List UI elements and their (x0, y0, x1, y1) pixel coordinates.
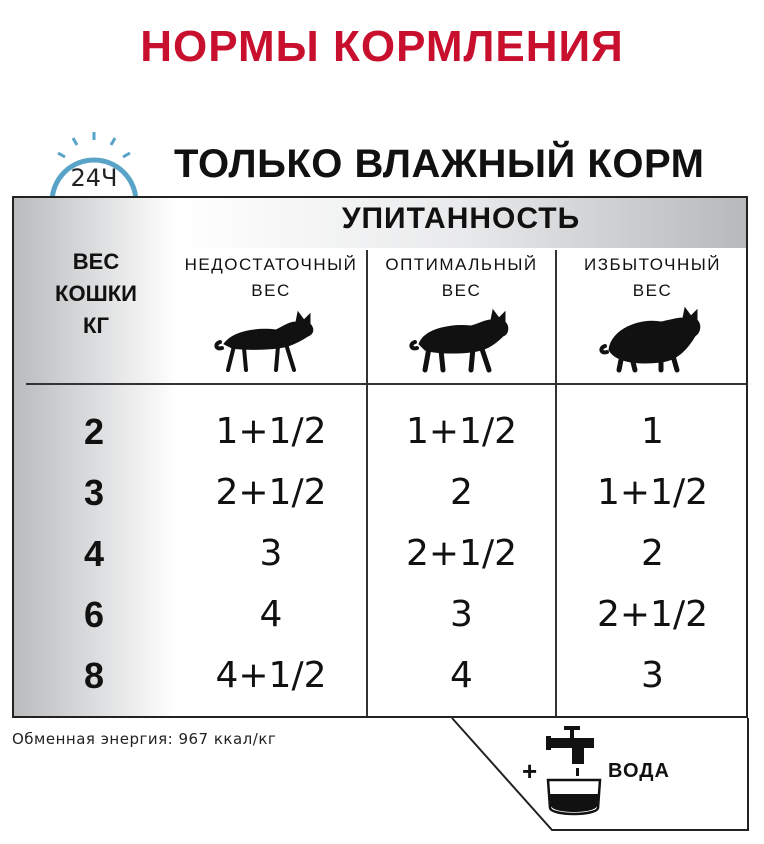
subtitle: ТОЛЬКО ВЛАЖНЫЙ КОРМ (174, 142, 705, 186)
portion-cell: 2+1/2 (405, 533, 517, 574)
normal-cat-icon (409, 304, 519, 374)
weight-cell: 6 (83, 594, 105, 635)
column-header-overweight (557, 252, 748, 304)
portion-cell: 3 (259, 533, 283, 574)
fat-cat-icon (599, 304, 709, 374)
table-row (14, 524, 746, 584)
portion-cell: 2+1/2 (215, 472, 327, 513)
portion-cell: 1+1/2 (405, 411, 517, 452)
portion-cell: 4 (259, 594, 283, 635)
table-row (14, 585, 746, 645)
portion-cell: 4+1/2 (215, 655, 327, 696)
portion-cell: 1 (641, 411, 664, 452)
group-header: УПИТАННОСТЬ (341, 202, 581, 235)
column-header-label: ВЕС (251, 281, 291, 300)
column-header-underweight (176, 252, 366, 304)
energy-note: Обменная энергия: 967 ккал/кг (12, 730, 277, 748)
portion-cell: 2+1/2 (596, 594, 708, 635)
table-row (14, 463, 746, 523)
portion-cell: 1+1/2 (215, 411, 327, 452)
page-title: НОРМЫ КОРМЛЕНИЯ (140, 22, 624, 71)
portion-cell: 2 (641, 533, 664, 574)
column-header-label: НЕДОСТАТОЧНЫЙ (184, 255, 358, 274)
weight-cell: 8 (83, 655, 105, 696)
header-divider (26, 383, 746, 385)
column-header-optimal (368, 252, 555, 304)
table-row (14, 646, 746, 706)
column-header-label: ОПТИМАЛЬНЫЙ (385, 255, 538, 274)
portion-cell: 4 (450, 655, 473, 696)
water-label: ВОДА (608, 760, 670, 782)
portion-cell: 1+1/2 (596, 472, 708, 513)
plus-sign: + (522, 756, 538, 786)
weight-header-line: КГ (83, 313, 109, 338)
weight-cell: 2 (83, 411, 105, 452)
column-header-label: ИЗБЫТОЧНЫЙ (583, 255, 722, 274)
portion-cell: 3 (450, 594, 473, 635)
water-tap-icon (540, 724, 604, 818)
column-header-label: ВЕС (441, 281, 482, 300)
weight-header-line: ВЕС (72, 249, 120, 274)
feeding-table (12, 196, 748, 718)
weight-header (22, 246, 170, 342)
clock-label: 24Ч (70, 164, 118, 192)
column-header-label: ВЕС (632, 281, 673, 300)
table-row (14, 402, 746, 462)
weight-cell: 3 (83, 472, 105, 513)
thin-cat-icon (214, 304, 324, 374)
weight-header-line: КОШКИ (55, 281, 137, 306)
portion-cell: 2 (450, 472, 473, 513)
weight-cell: 4 (83, 533, 105, 574)
portion-cell: 3 (641, 655, 664, 696)
